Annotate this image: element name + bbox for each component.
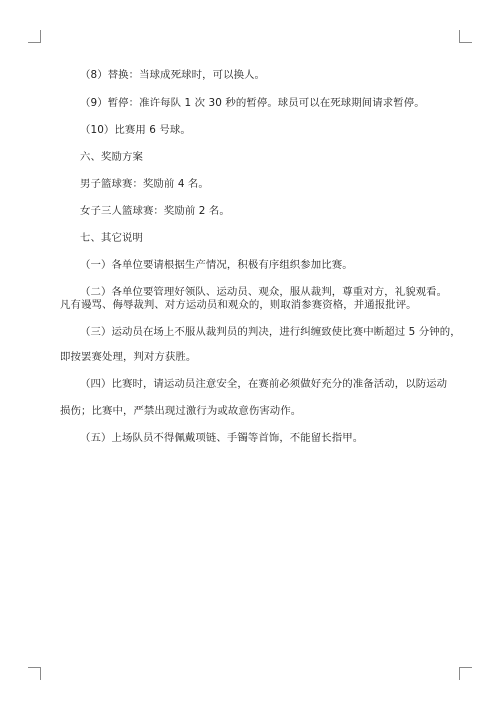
note-five: （五）上场队员不得佩戴项链、手镯等首饰，不能留长指甲。 — [80, 432, 364, 444]
section-heading-notes: 七、其它说明 — [80, 232, 143, 244]
reward-men: 男子篮球赛：奖励前 4 名。 — [80, 178, 209, 190]
rule-substitution: （8）替换：当球成死球时，可以换人。 — [80, 69, 266, 81]
note-three-continued: 即按罢赛处理，判对方获胜。 — [60, 351, 197, 363]
reward-women: 女子三人篮球赛：奖励前 2 名。 — [80, 205, 230, 217]
note-one: （一）各单位要请根据生产情况，积极有序组织参加比赛。 — [80, 259, 353, 271]
note-two-continued: 凡有谩骂、侮辱裁判、对方运动员和观众的，则取消参赛资格，并通报批评。 — [60, 299, 417, 311]
section-heading-rewards: 六、奖励方案 — [80, 151, 143, 163]
rule-timeout: （9）暂停：准许每队 1 次 30 秒的暂停。球员可以在死球期间请求暂停。 — [80, 97, 425, 109]
note-four-continued: 损伤；比赛中，严禁出现过激行为或故意伤害动作。 — [60, 405, 302, 417]
note-three: （三）运动员在场上不服从裁判员的判决，进行纠缠致使比赛中断超过 5 分钟的， — [80, 326, 461, 338]
note-two: （二）各单位要管理好领队、运动员、观众，服从裁判，尊重对方，礼貌观看。 — [80, 286, 448, 298]
note-four: （四）比赛时，请运动员注意安全，在赛前必须做好充分的准备活动，以防运动 — [80, 378, 448, 390]
rule-ball-size: （10）比赛用 6 号球。 — [80, 124, 191, 136]
